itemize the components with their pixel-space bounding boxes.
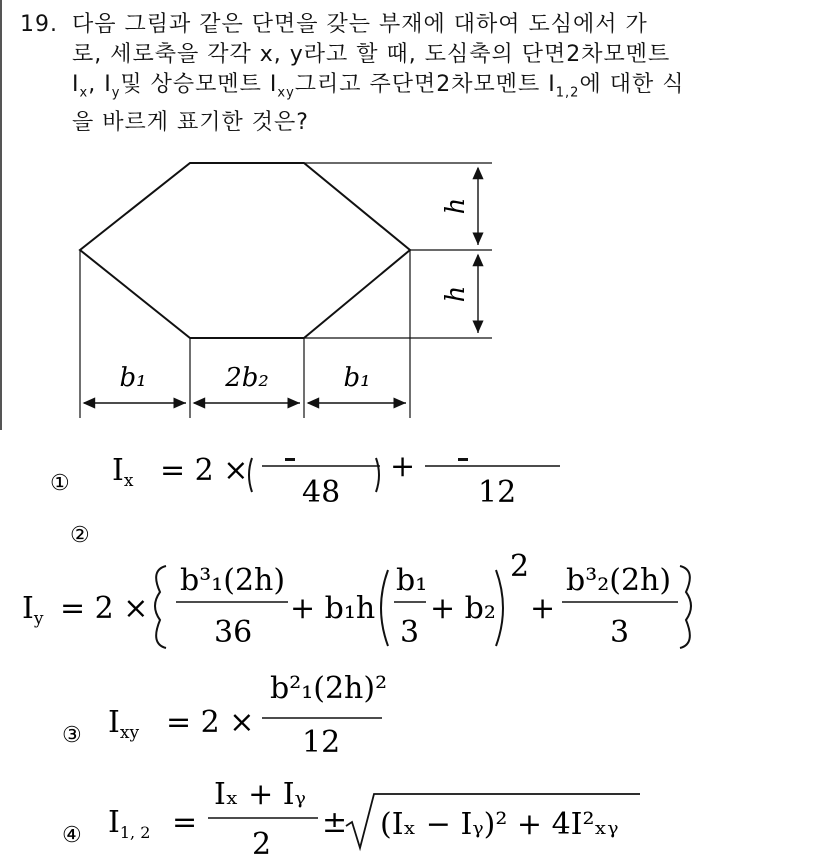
option-2-plus: + [530,591,556,626]
option-1-eq: = 2 × [160,453,249,488]
option-4-den: 2 [252,827,272,854]
option-1-lhs: $I_x$ [112,453,134,491]
question-line-1: 다음 그림과 같은 단면을 갖는 부재에 대하여 도심에서 가 [72,12,648,37]
option-1-den1: 48 [302,475,341,510]
option-4-num: Iₓ + Iᵧ [214,777,306,812]
option-1-den2: 12 [478,475,517,510]
question-line-2: 로, 세로축을 각각 x, y라고 할 때, 도심축의 단면2차모멘트 [72,42,671,67]
option-4-marker: ④ [62,823,82,848]
option-2-t2-b: + b₂ [430,591,496,626]
label-b1-right: b₁ [343,363,371,393]
option-3-lhs: $I_{xy}$ [108,705,140,743]
option-3-marker: ③ [62,723,82,748]
option-3-num: b²₁(2h)² [270,671,388,706]
option-2-t1-den: 36 [214,615,253,650]
option-2-t3-den: 3 [610,615,630,650]
question-number: 19. [20,12,58,37]
label-h-top: h [441,197,471,215]
option-2-t3-num: b³₂(2h) [566,563,672,598]
option-2-t2-a: + b₁h [290,591,376,626]
option-3-eq: = 2 × [166,705,255,740]
label-b1-left: b₁ [119,363,147,393]
option-4-eq: = [172,805,198,840]
option-4-lhs: $I_{1, 2}$ [108,805,151,842]
option-2-lhs: $I_y$ [22,591,44,629]
option-1-plus: + [390,449,416,484]
option-1-marker: ① [50,471,70,496]
option-3-den: 12 [302,725,341,760]
label-h-bottom: h [441,285,471,303]
option-4-pm: ± [322,805,348,840]
answer-options [0,430,826,854]
option-4-radicand: (Iₓ − Iᵧ)² + 4I²ₓᵧ [380,807,619,842]
label-2b2: 2b₂ [225,363,269,393]
question-line-4: 을 바르게 표기한 것은? [72,110,309,136]
question-line-3: $I_x$, $I_y$및 상승모멘트 $I_{xy}$그리고 주단면2차모멘트 $I_{1,2}$에 대한 식 [72,72,685,101]
option-2-eq: = 2 × [60,591,149,626]
option-2-t2-num: b₁ [396,563,428,598]
option-2-t1-num: b³₁(2h) [180,563,286,598]
option-2-exp: 2 [510,549,530,584]
hexagon-section [80,163,410,338]
option-2-marker: ② [70,523,90,548]
option-2-t2-den: 3 [400,615,420,650]
